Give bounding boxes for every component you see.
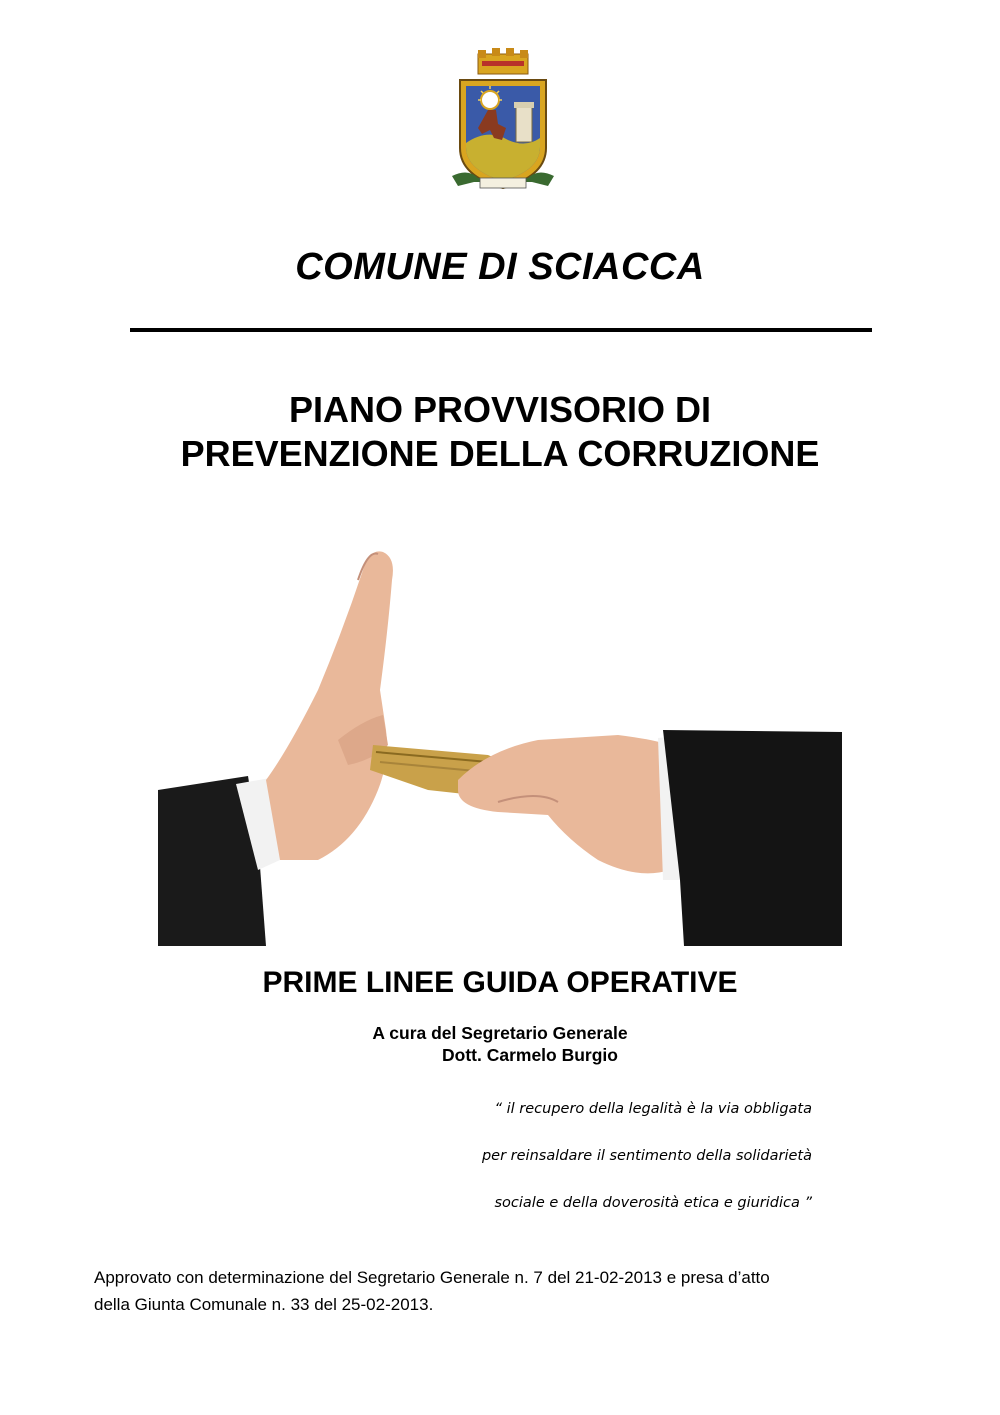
document-subtitle: PRIME LINEE GUIDA OPERATIVE [262, 966, 738, 999]
document-title-line-1: PIANO PROVVISORIO DI [288, 389, 712, 430]
quote-line-3: sociale e della doverosità etica e giuridica ” [494, 1195, 812, 1211]
credits-line-2: Dott. Carmelo Burgio [442, 1045, 618, 1065]
quote-line-1: “ il recupero della legalità è la via obbligata [494, 1101, 812, 1117]
author-credits [0, 1022, 1000, 1066]
quote-line-2: per reinsaldare il sentimento della solidarietà [481, 1148, 812, 1164]
approval-note [94, 1264, 924, 1318]
document-title [0, 388, 1000, 476]
approval-line-2: della Giunta Comunale n. 33 del 25-02-2013. [94, 1295, 434, 1314]
municipality-name: COMUNE DI SCIACCA [295, 246, 705, 288]
bribe-refusal-illustration [158, 540, 842, 946]
epigraph-quote [420, 1086, 812, 1227]
credits-line-1: A cura del Segretario Generale [372, 1023, 628, 1043]
approval-line-1: Approvato con determinazione del Segretario Generale n. 7 del 21-02-2013 e presa d’atto [94, 1268, 770, 1287]
title-divider [130, 328, 872, 332]
document-title-line-2: PREVENZIONE DELLA CORRUZIONE [180, 433, 820, 474]
coat-of-arms-icon [448, 48, 558, 198]
